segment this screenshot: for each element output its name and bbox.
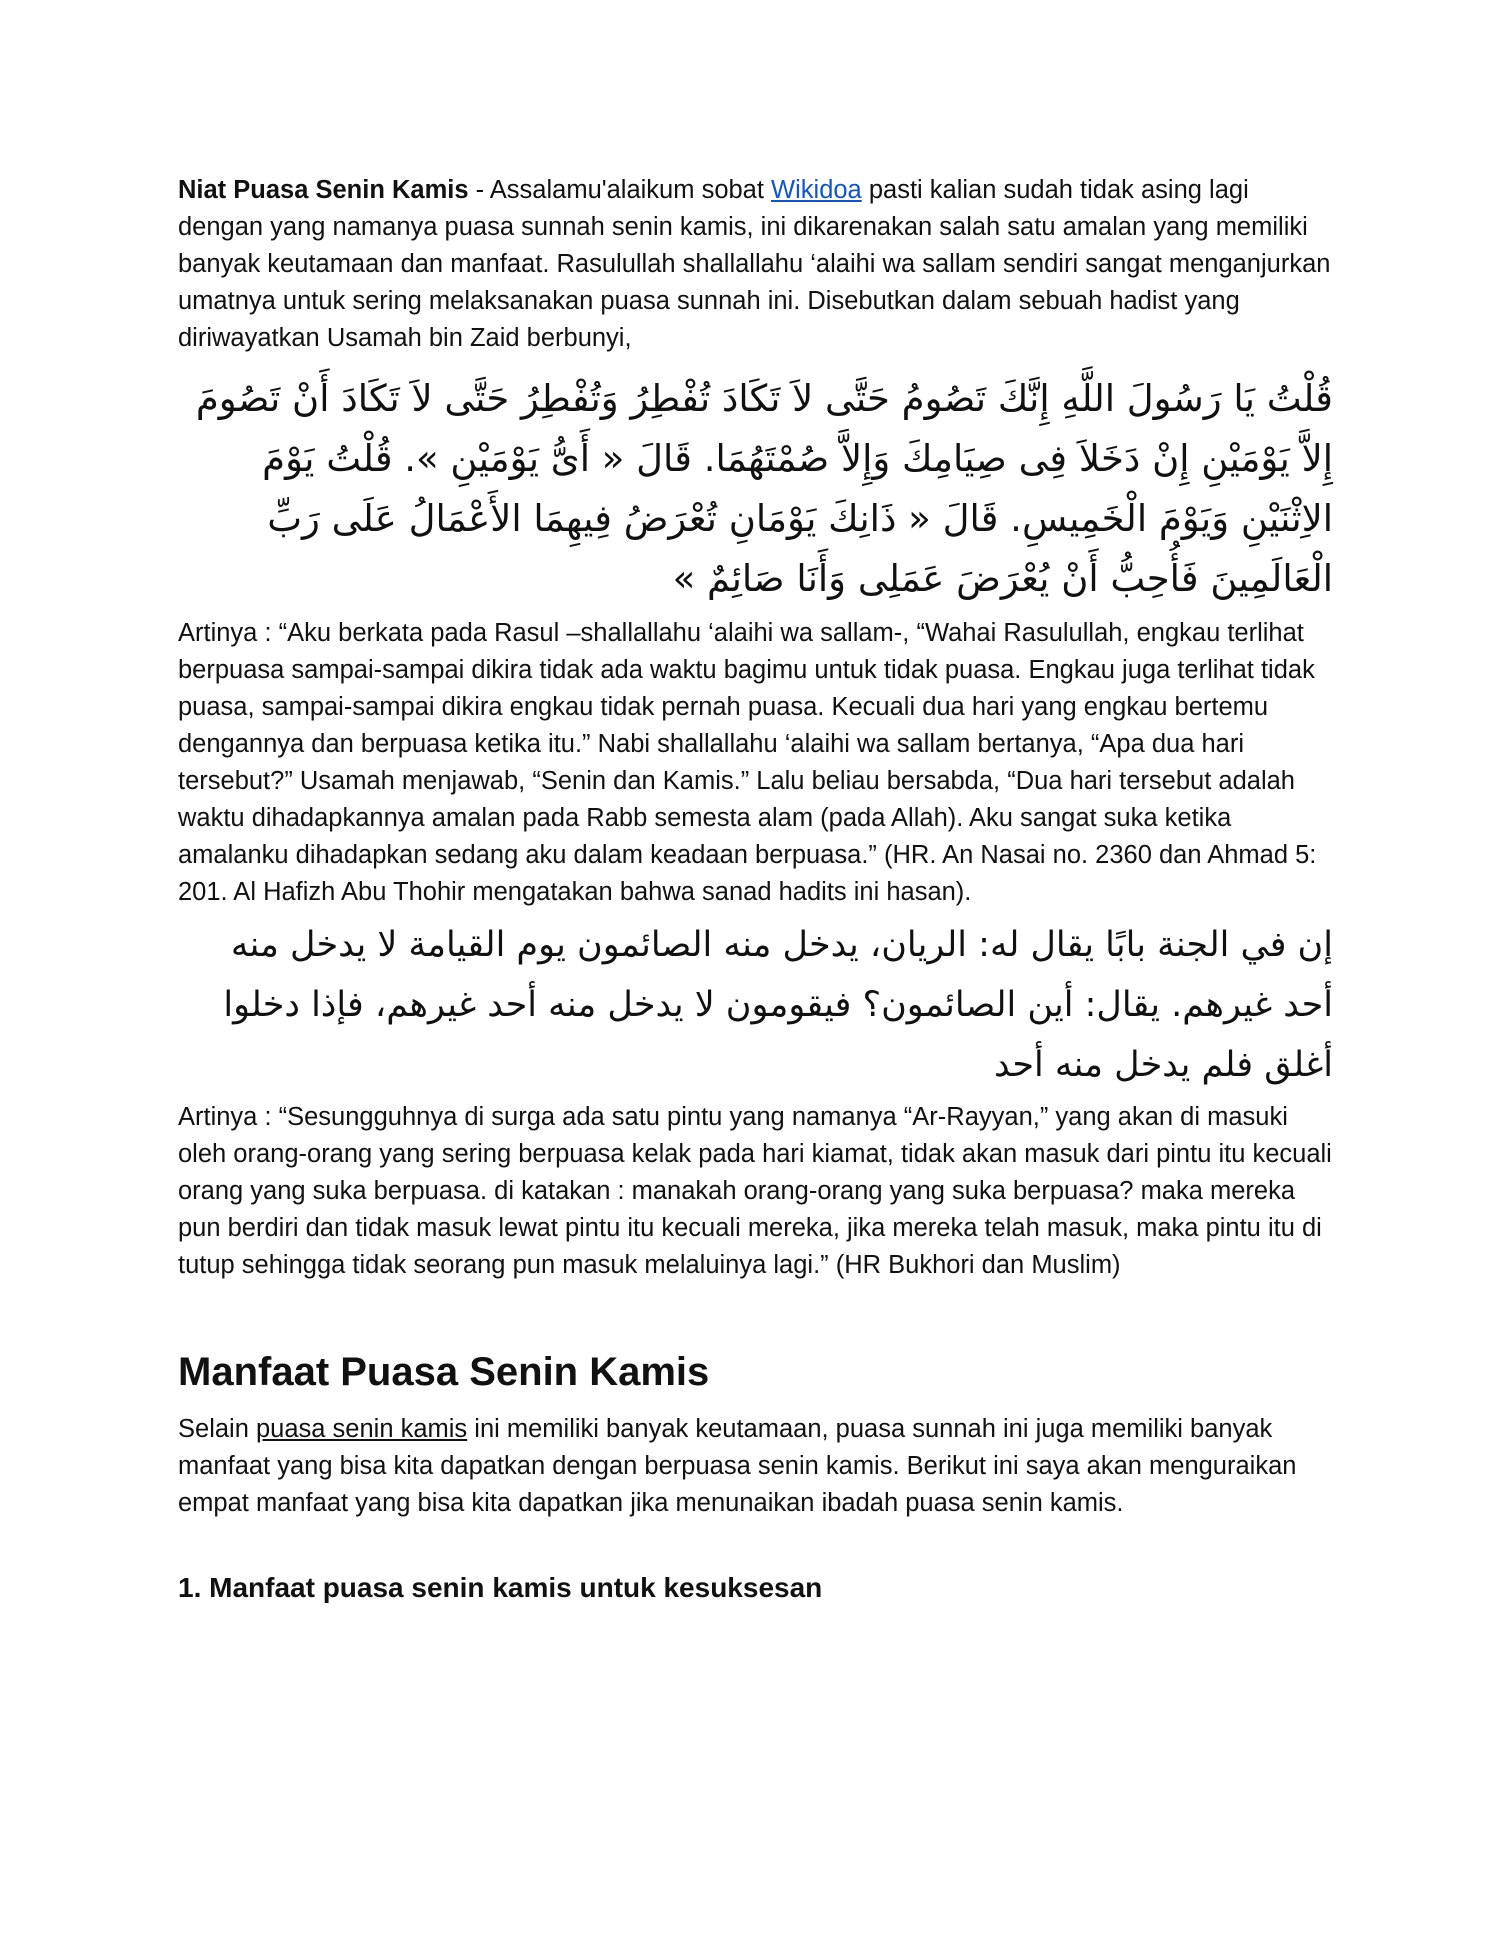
- section-text-before-link: Selain: [178, 1415, 256, 1443]
- wikidoa-link[interactable]: Wikidoa: [771, 176, 862, 204]
- hadith1-translation: Artinya : “Aku berkata pada Rasul –shallallahu ‘alaihi wa sallam-, “Wahai Rasulullah, engkau terlihat berpuasa sampai-sampai dikira tidak ada waktu bagimu untuk tidak puasa. Engkau juga terlihat tidak puasa, sampai-sampai dikira engkau tidak pernah puasa. Kecuali dua hari yang engkau bertemu dengannya dan berpuasa ketika itu.” Nabi shallallahu ‘alaihi wa sallam bertanya, “Apa dua hari tersebut?” Usamah menjawab, “Senin dan Kamis.” Lalu beliau bersabda, “Dua hari tersebut adalah waktu dihadapkannya amalan pada Rabb semesta alam (pada Allah). Aku sangat suka ketika amalanku dihadapkan sedang aku dalam keadaan berpuasa.” (HR. An Nasai no. 2360 dan Ahmad 5: 201. Al Hafizh Abu Thohir mengatakan bahwa sanad hadits ini hasan).: [178, 619, 1317, 906]
- hadith2-arabic: إن في الجنة بابًا يقال له: الريان، يدخل منه الصائمون يوم القيامة لا يدخل منه أحد غيرهم. يقال: أين الصائمون؟ فيقومون لا يدخل منه أحد غيرهم، فإذا دخلوا أغلق فلم يدخل منه أحد: [223, 925, 1333, 1085]
- section-paragraph: [178, 1411, 1338, 1522]
- puasa-senin-kamis-link[interactable]: puasa senin kamis: [255, 1415, 468, 1443]
- intro-title: Niat Puasa Senin Kamis: [178, 176, 469, 204]
- intro-paragraph: [178, 172, 1338, 357]
- section-text-after-link: ini memiliki banyak keutamaan, puasa sunnah ini juga memiliki banyak manfaat yang bisa kita dapatkan dengan berpuasa senin kamis. Berikut ini saya akan menguraikan empat manfaat yang bisa kita dapatkan jika menunaikan ibadah puasa senin kamis.: [178, 1415, 1297, 1517]
- subheading-benefit-1: 1. Manfaat puasa senin kamis untuk kesuksesan: [178, 1572, 823, 1603]
- section-heading: Manfaat Puasa Senin Kamis: [178, 1350, 710, 1394]
- intro-text-after-link: pasti kalian sudah tidak asing lagi dengan yang namanya puasa sunnah senin kamis, ini dikarenakan salah satu amalan yang memiliki banyak keutamaan dan manfaat. Rasulullah shallallahu ‘alaihi wa sallam sendiri sangat menganjurkan umatnya untuk sering melaksanakan puasa sunnah ini. Disebutkan dalam sebuah hadist yang diriwayatkan Usamah bin Zaid berbunyi,: [178, 176, 1331, 352]
- hadith1-arabic: قُلْتُ يَا رَسُولَ اللَّهِ إِنَّكَ تَصُومُ حَتَّى لاَ تَكَادَ تُفْطِرُ وَتُفْطِرُ حَتَّى لاَ تَكَادَ أَنْ تَصُومَ إِلاَّ يَوْمَيْنِ إِنْ دَخَلاَ فِى صِيَامِكَ وَإِلاَّ صُمْتَهُمَا. قَالَ « أَىُّ يَوْمَيْنِ ». قُلْتُ يَوْمَ الاِثْنَيْنِ وَيَوْمَ الْخَمِيسِ. قَالَ « ذَانِكَ يَوْمَانِ تُعْرَضُ فِيهِمَا الأَعْمَالُ عَلَى رَبِّ الْعَالَمِينَ فَأُحِبُّ أَنْ يُعْرَضَ عَمَلِى وَأَنَا صَائِمٌ »: [195, 377, 1333, 600]
- intro-text-before-link: - Assalamu'alaikum sobat: [468, 176, 772, 204]
- document-page: [178, 172, 1338, 1606]
- hadith2-translation: Artinya : “Sesungguhnya di surga ada satu pintu yang namanya “Ar-Rayyan,” yang akan di masuki oleh orang-orang yang sering berpuasa kelak pada hari kiamat, tidak akan masuk dari pintu itu kecuali orang yang suka berpuasa. di katakan : manakah orang-orang yang suka berpuasa? maka mereka pun berdiri dan tidak masuk lewat pintu itu kecuali mereka, jika mereka telah masuk, maka pintu itu di tutup sehingga tidak seorang pun masuk melaluinya lagi.” (HR Bukhori dan Muslim): [178, 1103, 1332, 1279]
